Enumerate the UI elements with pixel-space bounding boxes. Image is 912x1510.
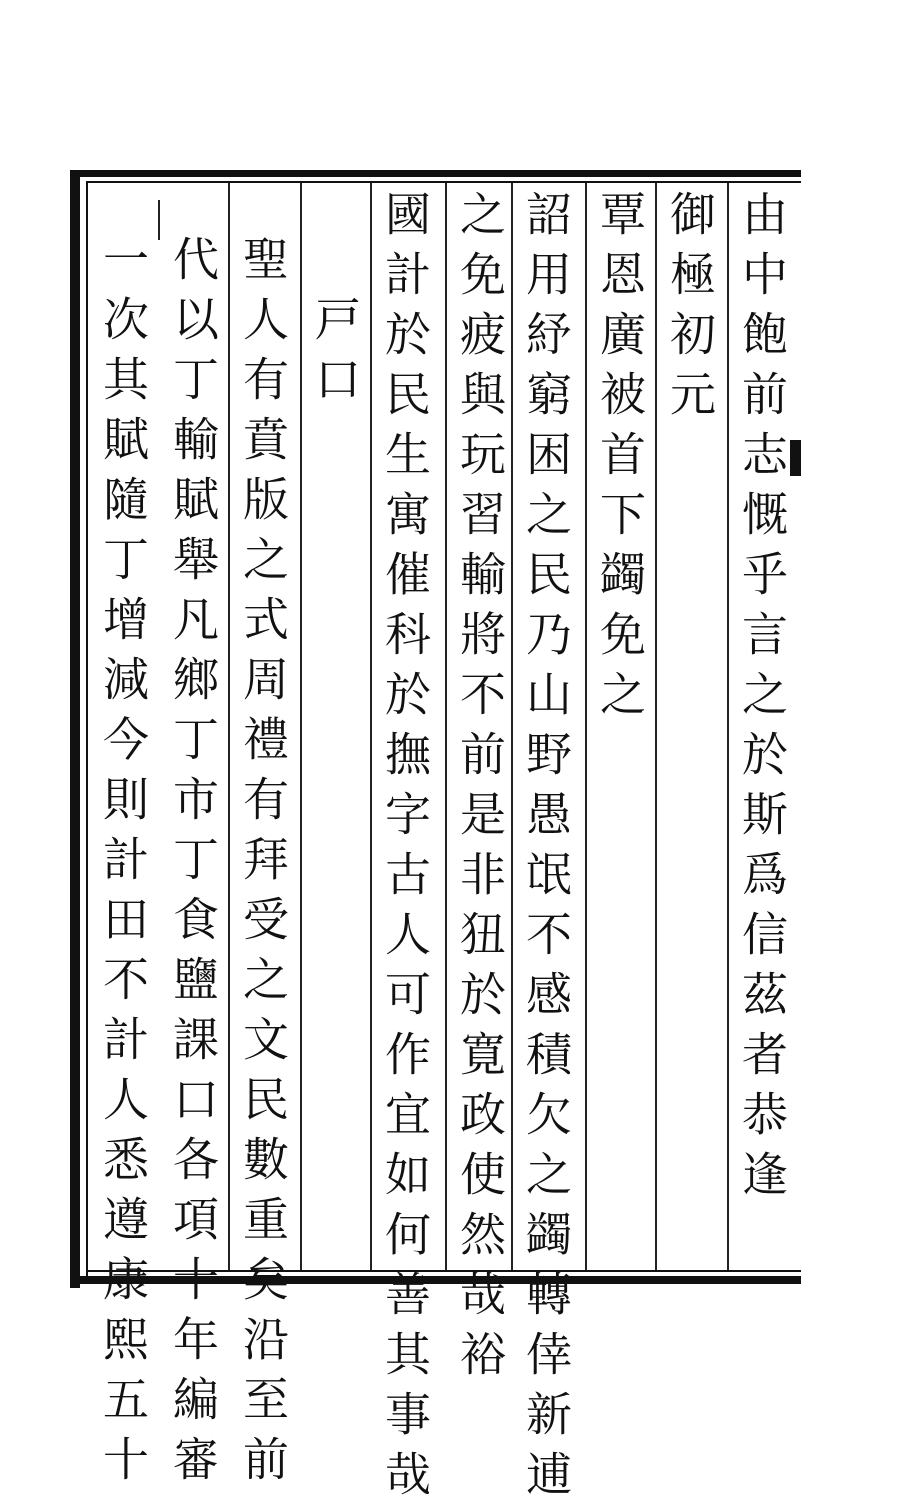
text-column-10: 一次其賦隨丁增減今則計田不計人悉遵康熙五十 [96, 235, 150, 1495]
column-rule [158, 200, 160, 240]
text-column-3: 覃恩廣被首下蠲免之 [593, 190, 647, 730]
text-column-4: 詔用紓窮困之民乃山野愚氓不感積欠之蠲轉倖新逋 [519, 190, 573, 1510]
column-rule [511, 183, 513, 1270]
text-column-8: 聖人有賁版之式周禮有拜受之文民數重矣沿至前 [236, 235, 290, 1495]
column-rule [727, 183, 729, 1270]
text-column-2: 御極初元 [663, 190, 717, 430]
column-rule [300, 183, 302, 1270]
text-column-9: 代以丁輸賦舉凡鄉丁市丁食鹽課口各項十年編審 [166, 235, 220, 1495]
text-column-6: 國計於民生寓催科於撫字古人可作宜如何善其事哉 [378, 190, 432, 1510]
column-rule [370, 183, 372, 1270]
column-rule [585, 183, 587, 1270]
frame-left-border [70, 170, 80, 1288]
fishtail-mark [790, 440, 801, 476]
text-column-5: 之免疲與玩習輸將不前是非狃於寛政使然哉裕 [453, 190, 507, 1390]
frame-left-inner-border [86, 181, 88, 1281]
column-rule [445, 183, 447, 1270]
section-heading: 戸口 [308, 295, 362, 415]
frame-top-border [70, 170, 801, 177]
frame-top-inner-border [86, 181, 801, 183]
column-rule [655, 183, 657, 1270]
text-column-1: 由中飽前志慨乎言之於斯爲信茲者恭逢 [735, 190, 789, 1210]
column-rule [228, 183, 230, 1270]
